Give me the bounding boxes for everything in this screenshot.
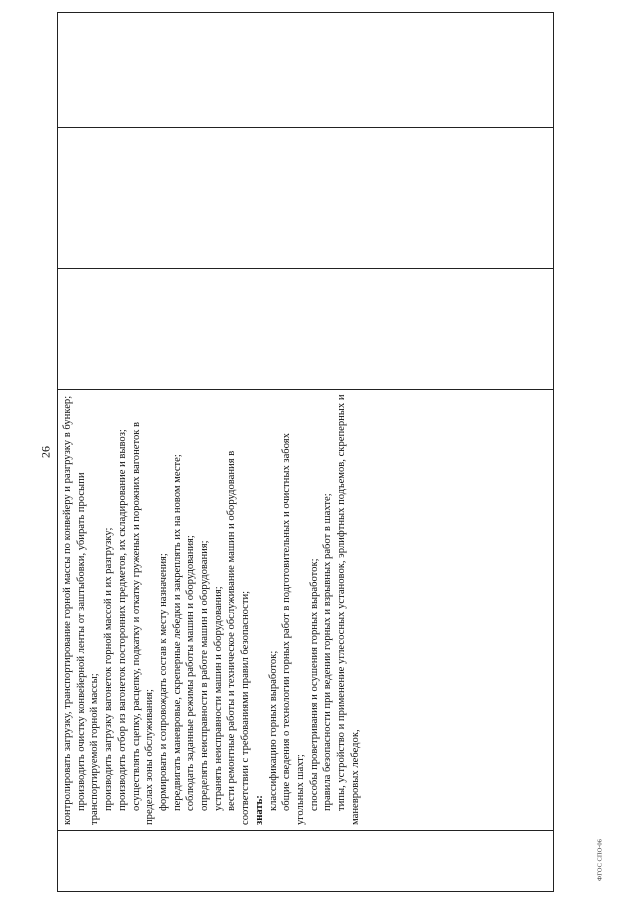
competency-table — [57, 12, 554, 892]
content-paragraph: соблюдать заданные режимы работы машин и оборудования; — [185, 535, 197, 811]
content-paragraph: контролировать загрузку, транспортирование горной массы по конвейеру и разгрузку в бункер; — [62, 395, 73, 825]
content-paragraph: устранять неисправности машин и оборудования; — [212, 586, 224, 811]
section-heading: знать: — [253, 795, 265, 825]
page-number: 26 — [38, 446, 53, 458]
content-paragraph: определять неисправности в работе машин и оборудования; — [199, 540, 211, 811]
table-cell-discipline — [58, 269, 554, 390]
content-paragraph: производить очистку конвейерной ленты от заштыбовки, убирать просыпи транспортируемой горной массы; — [75, 472, 101, 825]
rotated-table-area — [57, 18, 554, 892]
content-paragraph: передвигать маневровые, скреперные лебедки и закреплять их на новом месте; — [171, 454, 183, 811]
footer-label: ФГОС СПО-06 — [596, 839, 604, 881]
content-paragraph: производить отбор из вагонеток посторонних предметов, их складирование и вывоз; — [116, 429, 128, 811]
table-cell-content — [58, 390, 554, 831]
content-paragraph: классификацию горных выработок; — [267, 650, 279, 811]
content-paragraph: формировать и сопровождать состав к месту назначения; — [157, 553, 169, 811]
content-paragraph: вести ремонтные работы и техническое обслуживание машин и оборудования в соответствии с требованиями правил безопасности; — [226, 450, 252, 825]
content-paragraph: производить загрузку вагонеток горной массой и их разгрузку; — [103, 527, 115, 811]
content-paragraph: типы, устройство и применение углесосных установок, эрлифтных подъемов, скреперных и маневровых лебедок, — [336, 394, 361, 825]
table-cell-competency — [58, 13, 554, 128]
table-cell-hours — [58, 128, 554, 269]
content-paragraph: способы проветривания и осушения горных выработок; — [308, 558, 320, 811]
content-paragraph: осуществлять сцепку, расцепку, подкатку и откатку груженых и порожних вагонеток в пределах зоны обслуживания; — [130, 421, 156, 825]
skills-knowledge-text — [58, 390, 362, 830]
content-paragraph: правила безопасности при ведении горных и взрывных работ в шахте; — [322, 493, 334, 811]
table-row — [58, 13, 554, 892]
content-paragraph: общие сведения о технологии горных работ в подготовительных и очистных забоях угольных шахт; — [281, 433, 306, 825]
table-cell-code — [58, 831, 554, 892]
